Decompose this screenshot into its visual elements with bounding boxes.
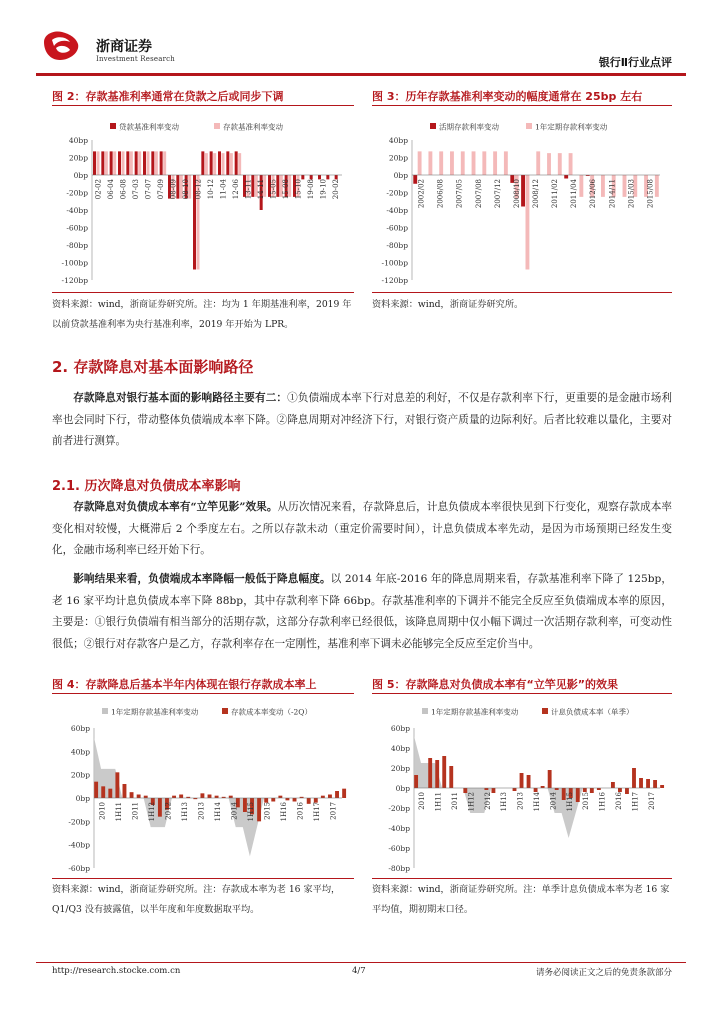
bar-series-2 [414, 775, 418, 788]
legend-swatch-series-2 [526, 123, 532, 129]
x-tick-label: 1H17 [313, 802, 322, 822]
x-tick-label: 2011/04 [570, 179, 579, 209]
figure-4-bottom-rule [52, 878, 354, 879]
figure-5-bottom-rule [372, 878, 672, 879]
bar-series-2 [215, 796, 219, 798]
bar-series-2 [229, 796, 233, 798]
bar-series-2 [520, 773, 524, 788]
bar-series-2 [155, 151, 158, 175]
x-tick-label: 06-04 [106, 179, 115, 200]
figure-2-rule [52, 105, 354, 106]
x-tick-label: 1H12 [147, 802, 156, 822]
y-tick-label: 0bp [395, 784, 410, 793]
legend-swatch-series-1 [102, 708, 108, 714]
bar-series-2 [547, 153, 551, 175]
bar-series-2 [238, 153, 241, 175]
figure-5-title: 图 5：存款降息对负债成本率有“立竿见影”的效果 [372, 678, 618, 691]
bar-series-2 [113, 151, 116, 175]
bar-series-2 [653, 780, 657, 788]
x-tick-label: 2013 [516, 792, 525, 810]
figure-3-title: 图 3：历年存款基准利率变动的幅度通常在 25bp 左右 [372, 90, 643, 103]
bar-series-2 [660, 785, 664, 788]
bar-series-2 [94, 782, 98, 798]
bar-series-1 [318, 175, 321, 179]
x-tick-label: 2014 [230, 802, 239, 820]
bar-series-2 [342, 789, 346, 798]
bar-series-2 [482, 151, 486, 175]
bar-series-2 [442, 756, 446, 788]
x-tick-label: 08-10 [181, 179, 190, 200]
figure-2-chart [52, 112, 354, 290]
legend [110, 122, 283, 132]
x-tick-label: 19-08 [306, 179, 315, 200]
bar-series-1 [110, 151, 113, 175]
bar-series-2 [435, 760, 439, 788]
x-tick-label: 2011 [451, 792, 459, 810]
bar-series-2 [230, 153, 233, 175]
figure-3-source: 资料来源：wind，浙商证券研究所。 [372, 299, 524, 310]
y-tick-label: 60bp [70, 724, 90, 733]
figure-5-source: 资料来源：wind，浙商证券研究所。注：单季计息负债成本率为老 16 家平均值，期初期末口径。 [372, 884, 670, 915]
bar-series-2 [527, 775, 531, 788]
brand-logo-icon [40, 28, 84, 62]
bar-series-2 [257, 798, 261, 821]
bar-series-2 [163, 151, 166, 175]
footer-divider [36, 962, 686, 963]
x-tick-label: 2016 [296, 802, 305, 820]
bar-series-2 [569, 153, 573, 175]
bar-series-2 [548, 770, 552, 788]
bar-series-2 [611, 782, 615, 788]
figure-3-rule [372, 105, 672, 106]
y-tick-label: 40bp [68, 136, 88, 145]
bar-series-2 [108, 789, 112, 798]
y-tick-label: 20bp [70, 770, 90, 780]
section-2-1-p2-bold: 影响结果来看，负债端成本率降幅一般低于降息幅度。 [73, 573, 331, 585]
x-tick-label: 11-04 [219, 179, 228, 200]
y-tick-label: -100bp [381, 258, 408, 268]
bar-series-2 [328, 795, 332, 799]
bar-series-2 [138, 151, 141, 175]
bar-series-2 [137, 795, 141, 799]
x-tick-label: 2014 [549, 792, 558, 810]
bar-series-2 [618, 788, 622, 792]
x-tick-label: 1H13 [180, 802, 189, 822]
bar-series-2 [147, 151, 150, 175]
y-tick-label: -20bp [386, 188, 408, 198]
x-tick-label: 1H15 [565, 792, 574, 812]
x-tick-label: 1H13 [500, 792, 509, 812]
bar-series-2 [321, 796, 325, 798]
bar-series-1 [160, 151, 163, 175]
x-tick-label: 2011/02 [551, 179, 560, 209]
figure-2-source: 资料来源：wind，浙商证券研究所。注：均为 1 年期基准利率，2019 年以前贷款基准利率为央行基准利率，2019 年开始为 LPR。 [52, 299, 352, 330]
y-tick-label: -40bp [68, 840, 90, 850]
x-tick-label: 10-12 [206, 179, 215, 200]
bar-series-1 [126, 151, 129, 175]
bar-series-2 [491, 788, 495, 793]
legend-swatch-series-2 [222, 708, 228, 714]
figure-4-source: 资料来源：wind，浙商证券研究所。注：存款成本率为老 16 家平均，Q1/Q3 没有披露值，以半年度和年度数据取平均。 [52, 884, 341, 915]
legend-label-series-2: 存款成本率变动（-2Q） [231, 707, 312, 717]
bar-series-2 [526, 175, 530, 270]
bar-series-1 [93, 151, 96, 175]
legend-label-series-2: 计息负债成本率（单季） [551, 707, 634, 717]
x-tick-label: 15-08 [281, 179, 290, 200]
x-tick-label: 07-09 [156, 179, 165, 200]
x-tick-label: 2007/08 [474, 179, 483, 209]
bar-series-2 [335, 791, 339, 798]
x-tick-label: 08-09 [169, 179, 178, 200]
figure-4-title: 图 4：存款降息后基本半年内体现在银行存款成本率上 [52, 678, 317, 691]
x-tick-label: 02-02 [94, 179, 103, 200]
bar-series-2 [439, 151, 443, 175]
bar-series-2 [601, 175, 605, 197]
x-tick-label: 2017 [647, 792, 656, 810]
x-tick-label: 2007/05 [455, 179, 464, 209]
section-2-1-paragraph-1 [52, 497, 672, 562]
y-tick-label: -80bp [386, 241, 408, 250]
x-tick-label: 15-10 [294, 179, 303, 200]
bar-series-2 [172, 796, 176, 798]
bar-series-2 [576, 788, 580, 802]
bar-series-2 [625, 788, 629, 794]
x-tick-label: 15-05 [269, 179, 278, 200]
section-2-1-p2-text: 以 2014 年底-2016 年的降息周期来看，存款基准利率下降了 125bp，老 16 家平均计息负债成本率下降 88bp，其中存款利率下降 66bp。存款基准利率的下调并不能完全反应至负债端成本率的原因，主要是：①银行负债端有相当部分的活期存款，这部分存款利率已经很低，该降息周期中仅小幅下调过一次活期存款利率，可变动性很低；②银行对存款客户是乙方，存款利率存在一定刚性，基准利率下调未必能够完全反应至定价当中。 [52, 573, 672, 650]
x-tick-label: 20-02 [331, 179, 340, 200]
bar-series-1 [310, 175, 313, 179]
bar-series-2 [101, 786, 105, 798]
page-number: 4/7 [352, 966, 366, 976]
x-tick-label: 13-11 [244, 179, 253, 200]
figure-4-rule [52, 693, 354, 694]
section-2-1-p1-bold: 存款降息对负债成本率有“立竿见影”效果。 [73, 501, 278, 513]
x-tick-label: 2016 [615, 792, 623, 810]
x-tick-label: 2012 [164, 802, 173, 820]
y-tick-label: -20bp [68, 817, 90, 827]
section-2-lead-text: ①负债端成本率下行对息差的利好，不仅是存款利率下行，更重要的是金融市场利率也会同时下行，带动整体负债端成本率下降。②降息周期对冲经济下行，对银行资产质量的边际利好。后者比较难以量化，主要对前者进行测算。 [52, 392, 673, 447]
y-tick-label: 40bp [70, 747, 90, 757]
x-tick-label: 2014/11 [608, 178, 617, 209]
y-tick-label: 60bp [390, 724, 410, 733]
x-tick-label: 07-03 [131, 179, 140, 200]
bar-series-2 [558, 153, 562, 175]
section-2-paragraph [52, 388, 672, 453]
y-tick-label: -40bp [386, 206, 408, 215]
legend-swatch-series-1 [110, 123, 116, 129]
y-tick-label: -60bp [386, 223, 408, 233]
bar-series-2 [122, 151, 125, 175]
x-tick-label: 1H16 [598, 792, 607, 812]
bar-series-1 [210, 151, 213, 175]
bar-series-2 [428, 151, 432, 175]
bar-series-1 [151, 151, 154, 175]
brand-name: 浙商证券 [96, 39, 152, 55]
legend [102, 707, 312, 717]
x-tick-label: 06-08 [119, 179, 128, 200]
bar-series-2 [428, 758, 432, 788]
x-tick-label: 2008/12 [532, 179, 540, 209]
bar-series-2 [418, 151, 422, 175]
x-tick-label: 2010 [418, 792, 427, 810]
bar-series-2 [583, 788, 587, 792]
y-tick-label: 20bp [68, 153, 88, 163]
x-tick-label: 1H11 [434, 792, 443, 812]
bar-series-2 [200, 793, 204, 798]
legend-swatch-series-1 [422, 708, 428, 714]
bar-series-2 [271, 798, 275, 802]
x-tick-label: 2006/08 [436, 179, 445, 209]
x-tick-label: 1H15 [247, 802, 256, 822]
y-tick-label: 0bp [75, 794, 90, 803]
bar-series-1 [118, 151, 121, 175]
figure-3-chart [372, 112, 672, 290]
bar-series-2 [623, 175, 627, 197]
bar-series-2 [293, 798, 297, 802]
section-2-1-heading: 2.1. 历次降息对负债成本率影响 [52, 479, 241, 494]
bar-series-2 [307, 798, 311, 804]
y-tick-label: -20bp [66, 188, 88, 198]
y-tick-label: -80bp [388, 864, 410, 873]
bar-series-1 [326, 175, 329, 179]
y-tick-label: -60bp [66, 223, 88, 233]
footer-disclaimer: 请务必阅读正文之后的免责条款部分 [535, 968, 672, 978]
x-tick-label: 2010 [98, 802, 107, 820]
bar-series-1 [218, 151, 221, 175]
x-tick-label: 1H14 [533, 792, 541, 812]
figure-4-chart [52, 700, 354, 878]
bar-series-2 [278, 796, 282, 798]
bar-series-2 [639, 778, 643, 788]
bar-series-1 [201, 151, 204, 175]
bar-series-2 [450, 151, 454, 175]
bar-series-1 [226, 151, 229, 175]
y-tick-label: 0bp [73, 171, 88, 180]
bar-series-1 [335, 175, 338, 179]
bar-series-1 [564, 175, 568, 179]
legend-label-series-1: 1年定期存款基准利率变动 [111, 707, 199, 717]
legend-swatch-series-2 [214, 123, 220, 129]
figure-5-rule [372, 693, 672, 694]
x-tick-label: 1H11 [114, 802, 123, 822]
y-tick-label: 20bp [390, 764, 410, 773]
x-tick-label: 2011 [131, 802, 140, 820]
y-tick-label: -100bp [61, 258, 88, 268]
section-2-1-p1-text: 从历次情况来看，存款降息后，计息负债成本率很快见到下行变化，观察存款成本率变化相对较慢，大概滞后 2 个季度左右。之所以存款未动（重定价需要时间），计息负债成本率先动，是因为市场预期已经发生变化，金融市场利率已经开始下行。 [52, 501, 673, 556]
x-tick-label: 1H16 [280, 802, 289, 822]
x-tick-label: 2017 [329, 802, 338, 820]
y-tick-label: 40bp [390, 744, 410, 753]
y-tick-label: -120bp [381, 276, 408, 285]
y-tick-label: -60bp [68, 864, 90, 873]
bar-series-2 [590, 788, 594, 793]
x-tick-label: 2012/06 [589, 179, 598, 209]
bar-series-2 [536, 151, 540, 175]
legend-swatch-series-1 [430, 123, 436, 129]
section-2-lead-bold: 存款降息对银行基本面的影响路径主要有二： [73, 392, 288, 404]
y-tick-label: 0bp [393, 171, 408, 180]
figure-2-title: 图 2：存款基准利率通常在贷款之后或同步下调 [52, 90, 284, 103]
x-tick-label: 1H12 [467, 792, 476, 812]
bar-series-2 [646, 779, 650, 788]
bar-series-1 [235, 151, 238, 175]
bar-series-2 [179, 795, 183, 799]
x-tick-label: 2015/03 [627, 179, 636, 209]
x-tick-label: 07-07 [144, 179, 153, 200]
y-tick-label: 40bp [388, 136, 408, 145]
bar-series-2 [285, 798, 289, 800]
header-divider [36, 73, 686, 76]
y-tick-label: -40bp [66, 206, 88, 215]
bar-series-2 [449, 766, 453, 788]
y-tick-label: -80bp [66, 241, 88, 250]
y-tick-label: -20bp [388, 804, 410, 813]
bar-series-2 [579, 175, 583, 197]
bar-series-2 [144, 796, 148, 798]
figure-2-bottom-rule [52, 292, 354, 293]
x-tick-label: 2015/08 [646, 179, 655, 209]
x-tick-label: 2013 [197, 802, 206, 820]
bar-series-1 [143, 151, 146, 175]
bar-series-2 [205, 153, 208, 175]
bar-series-1 [135, 151, 138, 175]
legend-label-series-2: 存款基准利率变动 [223, 122, 283, 132]
report-category: 银行Ⅱ行业点评 [598, 56, 672, 69]
legend-swatch-series-2 [542, 708, 548, 714]
x-tick-label: 2012 [483, 792, 492, 810]
bar-series-1 [101, 151, 104, 175]
x-tick-label: 2002/02 [417, 179, 426, 209]
bar-series-2 [264, 798, 268, 803]
bar-series-2 [130, 792, 134, 798]
section-2-1-paragraph-2 [52, 569, 672, 655]
x-tick-label: 12-06 [231, 179, 240, 200]
y-tick-label: 20bp [388, 153, 408, 163]
bar-series-2 [158, 798, 162, 817]
bar-series-2 [123, 784, 127, 798]
y-tick-label: -40bp [388, 824, 410, 833]
bar-series-2 [97, 151, 100, 175]
x-tick-label: 19-10 [319, 179, 328, 200]
bar-series-2 [208, 795, 212, 799]
figure-5-chart [372, 700, 672, 878]
bar-series-2 [105, 151, 108, 175]
footer-url[interactable]: http://research.stocke.com.cn [52, 966, 181, 976]
bar-series-2 [632, 768, 636, 788]
figure-3-bottom-rule [372, 292, 672, 293]
bar-series-2 [472, 151, 476, 175]
legend-label-series-1: 活期存款利率变动 [439, 122, 499, 132]
bar-series-1 [521, 175, 525, 207]
bar-series-2 [314, 798, 318, 803]
legend [422, 707, 634, 717]
x-tick-label: 2015 [582, 792, 591, 810]
legend-label-series-1: 贷款基准利率变动 [119, 122, 179, 132]
bar-series-2 [504, 151, 508, 175]
x-tick-label: 1H17 [631, 792, 640, 812]
bar-series-2 [115, 772, 119, 798]
bar-series-2 [513, 788, 517, 791]
legend [430, 122, 608, 132]
x-tick-label: 08-12 [194, 179, 203, 200]
x-tick-label: 2008/10 [512, 179, 521, 209]
section-2-heading: 2. 存款降息对基本面影响路径 [52, 358, 254, 376]
bar-series-2 [534, 788, 538, 792]
bar-series-2 [213, 153, 216, 175]
bar-series-2 [130, 151, 133, 175]
legend-label-series-2: 1年定期存款利率变动 [535, 122, 608, 132]
x-tick-label: 2007/12 [493, 179, 502, 209]
x-tick-label: 1H14 [214, 802, 222, 822]
brand-name-en: Investment Research [96, 55, 175, 63]
bar-series-2 [655, 175, 659, 197]
bar-series-2 [493, 151, 497, 175]
x-tick-label: 14-11 [256, 179, 265, 200]
bar-series-2 [222, 153, 225, 175]
x-tick-label: 2015 [263, 802, 272, 820]
bar-series-1 [301, 175, 304, 179]
y-tick-label: -60bp [388, 844, 410, 853]
y-tick-label: -120bp [61, 276, 88, 285]
bar-series-2 [461, 151, 465, 175]
legend-label-series-1: 1年定期存款基准利率变动 [431, 707, 519, 717]
